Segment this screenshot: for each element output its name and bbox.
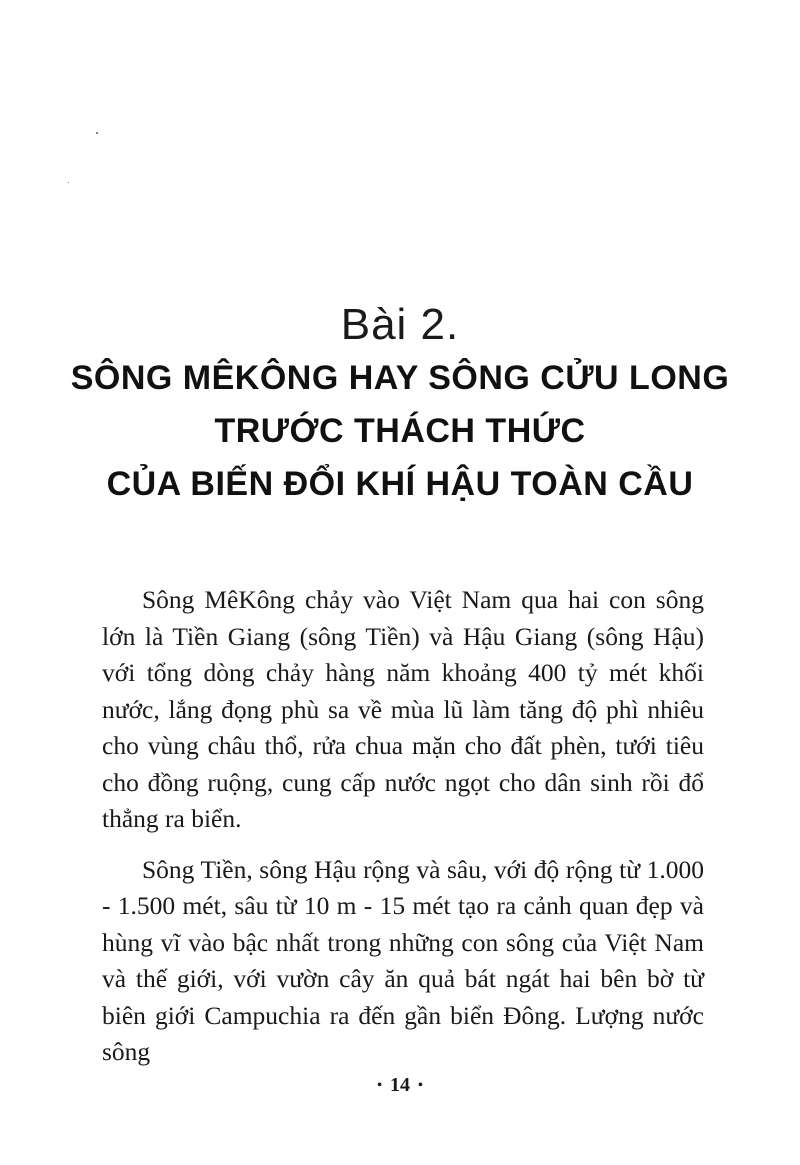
page-number: 14 bbox=[390, 1074, 410, 1096]
title-line-2: TRƯỚC THÁCH THỨC bbox=[214, 412, 586, 450]
ornament-dot-left: • bbox=[377, 1078, 382, 1094]
body-text bbox=[102, 582, 704, 1085]
chapter-title bbox=[0, 352, 800, 511]
page-footer bbox=[0, 1074, 800, 1097]
paragraph-1: Sông MêKông chảy vào Việt Nam qua hai con sông lớn là Tiền Giang (sông Tiền) và Hậu Giang (sông Hậu) với tổng dòng chảy hàng năm khoảng 400 tỷ mét khối nước, lắng đọng phù sa về mùa lũ làm tăng độ phì nhiêu cho vùng châu thổ, rửa chua mặn cho đất phèn, tưới tiêu cho đồng ruộng, cung cấp nước ngọt cho dân sinh rồi đổ thẳng ra biển. bbox=[102, 585, 704, 833]
lesson-label: Bài 2. bbox=[340, 300, 460, 349]
scan-speck bbox=[96, 132, 98, 134]
paragraph-2: Sông Tiền, sông Hậu rộng và sâu, với độ rộng từ 1.000 - 1.500 mét, sâu từ 10 m - 15 mét tạo ra cảnh quan đẹp và hùng vĩ vào bậc nhất trong những con sông của Việt Nam và thế giới, với vườn cây ăn quả bát ngát hai bên bờ từ biên giới Campuchia ra đến gần biển Đông. Lượng nước sông bbox=[102, 854, 704, 1066]
ornament-dot-right: • bbox=[418, 1078, 423, 1094]
title-line-1: SÔNG MÊKÔNG HAY SÔNG CỬU LONG bbox=[70, 359, 730, 397]
scan-speck bbox=[68, 182, 69, 183]
title-line-3: CỦA BIẾN ĐỔI KHÍ HẬU TOÀN CẦU bbox=[106, 465, 694, 503]
